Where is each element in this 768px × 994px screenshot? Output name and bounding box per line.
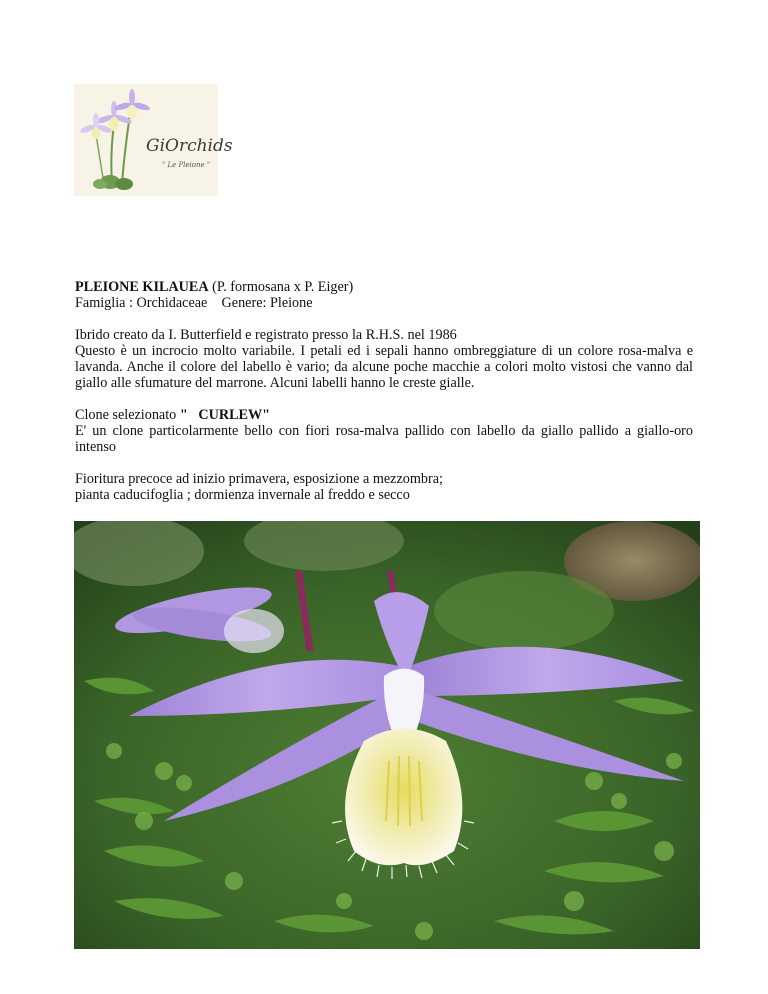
giorchids-logo (74, 84, 233, 196)
clone-label: Clone selezionato (75, 407, 180, 423)
clone-description: E' un clone particolarmente bello con fiori rosa-malva pallido con labello da giallo pallido a giallo-oro intenso (75, 423, 693, 455)
clone-line (75, 407, 693, 423)
family-line: Famiglia : Orchidaceae Genere: Pleione (75, 295, 313, 311)
clone-name: " CURLEW" (179, 407, 271, 423)
species-title: PLEIONE KILAUEA (75, 279, 209, 295)
logo-name: GiOrchids (146, 136, 233, 156)
orchid-photo (74, 521, 700, 949)
species-parentage: (P. formosana x P. Eiger) (208, 279, 354, 295)
title-line (75, 279, 693, 295)
variability-paragraph: Questo è un incrocio molto variabile. I petali ed i sepali hanno ombreggiature di un colore rosa-malva e lavanda. Anche il colore del labello è vario; da alcune poche macchie a colori molto vistosi che vanno dal giallo alle sfumature del marrone. Alcuni labelli hanno le creste gialle. (75, 343, 693, 391)
document-body (75, 279, 693, 503)
pleione-flower-image (74, 521, 700, 949)
logo-tagline: " Le Pleione " (162, 161, 211, 169)
hybrid-origin: Ibrido creato da I. Butterfield e registrato presso la R.H.S. nel 1986 (75, 327, 457, 343)
flowering-line: Fioritura precoce ad inizio primavera, esposizione a mezzombra; (75, 471, 443, 487)
dormancy-line: pianta caducifoglia ; dormienza invernale al freddo e secco (75, 487, 410, 503)
